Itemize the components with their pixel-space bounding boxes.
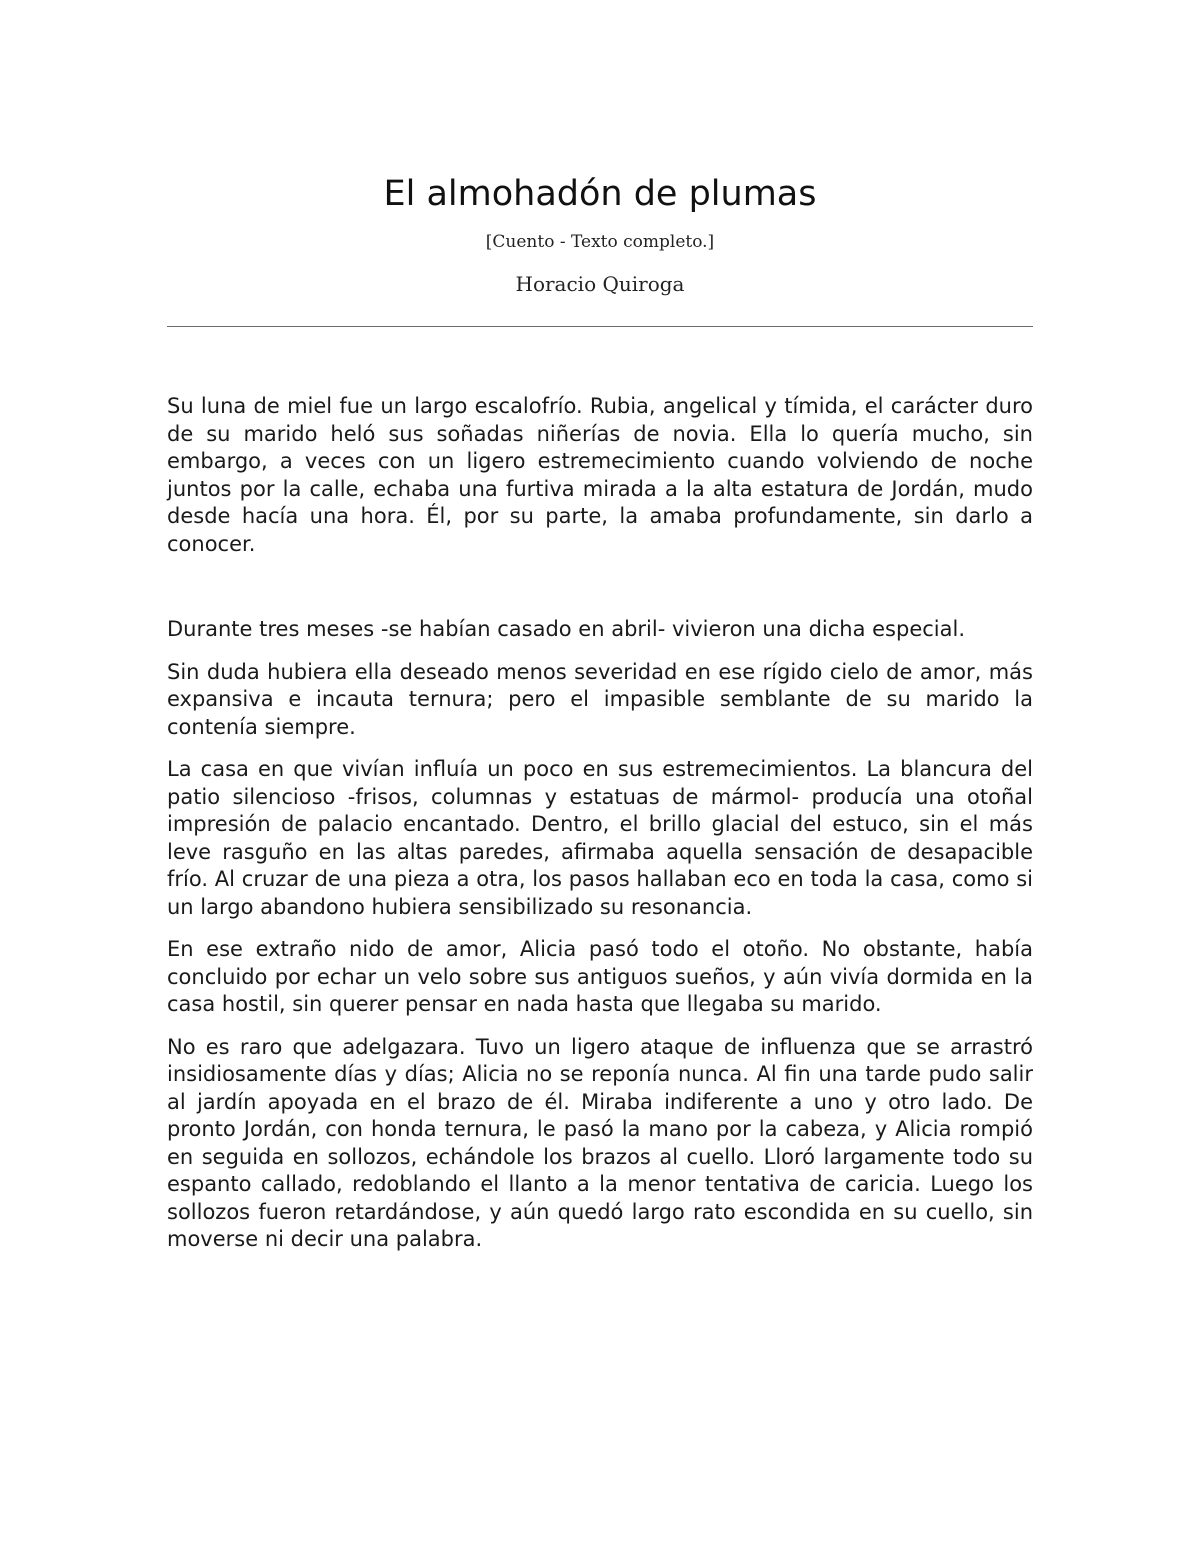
document-body (167, 393, 1033, 1254)
paragraph-5: En ese extraño nido de amor, Alicia pasó todo el otoño. No obstante, había concluido por echar un velo sobre sus antiguos sueños, y aún vivía dormida en la casa hostil, sin querer pensar en nada hasta que llegaba su marido. (167, 937, 1033, 1016)
paragraph-4: La casa en que vivían influía un poco en sus estremecimientos. La blancura del patio silencioso -frisos, columnas y estatuas de mármol- producía una otoñal impresión de palacio encantado. Dentro, el brillo glacial del estuco, sin el más leve rasguño en las altas paredes, afirmaba aquella sensación de desapacible frío. Al cruzar de una pieza a otra, los pasos hallaban eco en toda la casa, como si un largo abandono hubiera sensibilizado su resonancia. (167, 757, 1033, 919)
paragraph-1: Su luna de miel fue un largo escalofrío. Rubia, angelical y tímida, el carácter duro de su marido heló sus soñadas niñerías de novia. Ella lo quería mucho, sin embargo, a veces con un ligero estremecimiento cuando volviendo de noche juntos por la calle, echaba una furtiva mirada a la alta estatura de Jordán, mudo desde hacía una hora. Él, por su parte, la amaba profundamente, sin darlo a conocer. (167, 394, 1033, 556)
document-author: Horacio Quiroga (515, 272, 685, 296)
paragraph-2: Durante tres meses -se habían casado en abril- vivieron una dicha especial. (167, 617, 966, 641)
document-title: El almohadón de plumas (383, 174, 817, 214)
document-subtitle: [Cuento - Texto completo.] (485, 232, 715, 252)
header-divider (167, 326, 1033, 327)
paragraph-6: No es raro que adelgazara. Tuvo un ligero ataque de influenza que se arrastró insidiosamente días y días; Alicia no se reponía nunca. Al fin una tarde pudo salir al jardín apoyada en el brazo de él. Miraba indiferente a uno y otro lado. De pronto Jordán, con honda ternura, le pasó la mano por la cabeza, y Alicia rompió en seguida en sollozos, echándole los brazos al cuello. Lloró largamente todo su espanto callado, redoblando el llanto a la menor tentativa de caricia. Luego los sollozos fueron retardándose, y aún quedó largo rato escondida en su cuello, sin moverse ni decir una palabra. (167, 1034, 1033, 1251)
paragraph-3: Sin duda hubiera ella deseado menos severidad en ese rígido cielo de amor, más expansiva e incauta ternura; pero el impasible semblante de su marido la contenía siempre. (167, 659, 1033, 739)
